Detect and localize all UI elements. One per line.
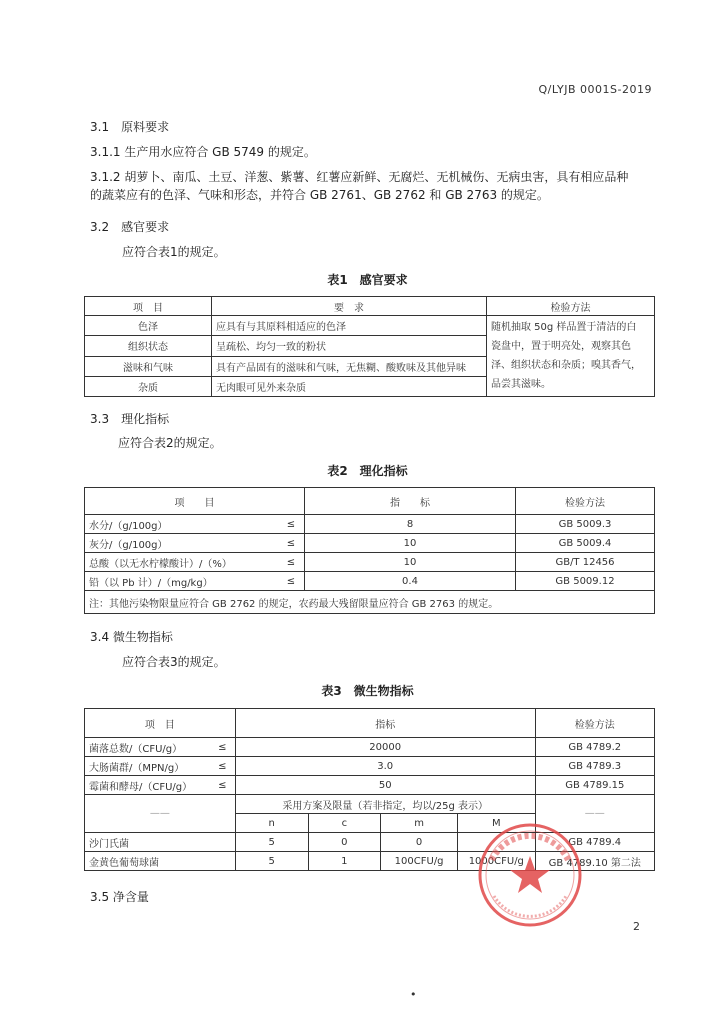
section-3-1-heading: 3.1 原料要求 <box>90 120 170 134</box>
table-header-cell: 项 目 <box>85 488 305 515</box>
table-header-cell: 检验方法 <box>487 297 655 316</box>
table1-caption: 表1 感官要求 <box>327 273 408 287</box>
table-cell: GB 5009.3 <box>516 515 655 534</box>
table-row <box>85 738 655 757</box>
table-cell: ≤ <box>278 515 305 534</box>
table-cell: GB 4789.4 <box>535 833 654 852</box>
table-header-cell: 检验方法 <box>516 488 655 515</box>
standard-code: Q/LYJB 0001S-2019 <box>538 83 652 96</box>
table-cell: GB/T 12456 <box>516 553 655 572</box>
table-row <box>85 795 655 814</box>
table-cell: GB 4789.10 第二法 <box>535 852 654 871</box>
section-3-1-2-line2: 的蔬菜应有的色泽、气味和形态，并符合 GB 2761、GB 2762 和 GB 2763 的规定。 <box>90 188 549 202</box>
table-cell: ≤ <box>210 757 236 776</box>
table-cell: 滋味和气味 <box>85 356 212 376</box>
table-header-cell: 项 目 <box>85 297 212 316</box>
table-row <box>85 572 655 591</box>
table-cell: 5 <box>235 852 308 871</box>
plan-header-cell: M <box>458 814 536 833</box>
page-number: 2 <box>633 920 640 933</box>
table-header-row <box>85 297 655 316</box>
method-line: 瓷盘中，置于明亮处，观察其色 <box>491 341 631 352</box>
table-note-row <box>85 591 655 614</box>
plan-header-cell: m <box>381 814 458 833</box>
table-cell: GB 5009.12 <box>516 572 655 591</box>
table-header-row <box>85 709 655 738</box>
table-cell: ≤ <box>210 738 236 757</box>
section-3-4-heading: 3.4 微生物指标 <box>90 630 173 644</box>
table-cell: 金黄色葡萄球菌 <box>85 852 236 871</box>
table-cell: 大肠菌群/（MPN/g） <box>85 757 210 776</box>
section-3-3-text: 应符合表2的规定。 <box>118 436 222 450</box>
table-cell: GB 4789.2 <box>535 738 654 757</box>
table-cell: GB 4789.3 <box>535 757 654 776</box>
table-header-cell: 检验方法 <box>535 709 654 738</box>
section-3-5-heading: 3.5 净含量 <box>90 890 149 904</box>
table-cell: 10 <box>305 534 516 553</box>
table-cell: 1 <box>308 852 381 871</box>
table-cell: 无肉眼可见外来杂质 <box>212 376 487 396</box>
table-cell: 0.4 <box>305 572 516 591</box>
table-cell: ≤ <box>210 776 236 795</box>
table-cell: ≤ <box>278 572 305 591</box>
table-header-cell: 项 目 <box>85 709 236 738</box>
table-header-row <box>85 488 655 515</box>
table-cell: 菌落总数/（CFU/g） <box>85 738 210 757</box>
company-seal <box>470 820 590 930</box>
table-header-cell: 指 标 <box>305 488 516 515</box>
sampling-plan-label: 采用方案及限量（若非指定，均以/25g 表示） <box>235 795 535 814</box>
method-line: 随机抽取 50g 样品置于清洁的白 <box>491 322 637 333</box>
section-3-1-2-line1: 3.1.2 胡萝卜、南瓜、土豆、洋葱、紫薯、红薯应新鲜、无腐烂、无机械伤、无病虫害，具有相应品种 <box>90 170 629 184</box>
table-cell: 组织状态 <box>85 336 212 356</box>
table-cell: 沙门氏菌 <box>85 833 236 852</box>
table-cell: ≤ <box>278 534 305 553</box>
table-cell: 水分/（g/100g） <box>85 515 279 534</box>
section-3-2-heading: 3.2 感官要求 <box>90 220 170 234</box>
table-cell: 杂质 <box>85 376 212 396</box>
table-cell: 霉菌和酵母/（CFU/g） <box>85 776 210 795</box>
table-cell: 呈疏松、均匀一致的粉状 <box>212 336 487 356</box>
table-cell: 应具有与其原料相适应的色泽 <box>212 316 487 336</box>
plan-header-cell: c <box>308 814 381 833</box>
section-3-1-1: 3.1.1 生产用水应符合 GB 5749 的规定。 <box>90 145 316 159</box>
table-row <box>85 553 655 572</box>
section-3-3-heading: 3.3 理化指标 <box>90 412 170 426</box>
plan-header-cell: n <box>235 814 308 833</box>
table-row <box>85 515 655 534</box>
table-cell: GB 5009.4 <box>516 534 655 553</box>
table-note: 注：其他污染物限量应符合 GB 2762 的规定，农药最大残留限量应符合 GB 2763 的规定。 <box>85 591 655 614</box>
seal-lettering-mark <box>494 896 566 916</box>
table-header-cell: 要 求 <box>212 297 487 316</box>
table-cell: —— <box>535 795 654 833</box>
table-cell: 10 <box>305 553 516 572</box>
method-line: 品尝其滋味。 <box>491 379 551 390</box>
table-cell: 具有产品固有的滋味和气味，无焦糊、酸败味及其他异味 <box>212 356 487 376</box>
method-line: 泽、组织状态和杂质；嗅其香气， <box>491 360 641 371</box>
table-cell: 0 <box>381 833 458 852</box>
table-cell: 1000CFU/g <box>458 852 536 871</box>
table-row <box>85 534 655 553</box>
table-cell: 3.0 <box>235 757 535 776</box>
table-cell: GB 4789.15 <box>535 776 654 795</box>
table-row <box>85 757 655 776</box>
physicochemical-table <box>84 487 655 614</box>
table-cell: 铅（以 Pb 计）/（mg/kg） <box>85 572 279 591</box>
seal-star-icon <box>510 856 550 893</box>
method-cell <box>487 316 655 397</box>
table-row <box>85 316 655 336</box>
page-mark: • <box>410 988 417 1001</box>
table-cell: 50 <box>235 776 535 795</box>
table-cell: 8 <box>305 515 516 534</box>
table-cell: 灰分/（g/100g） <box>85 534 279 553</box>
table-header-cell: 指标 <box>235 709 535 738</box>
table-cell: 0 <box>308 833 381 852</box>
table-cell: 5 <box>235 833 308 852</box>
table-cell: 色泽 <box>85 316 212 336</box>
section-3-4-text: 应符合表3的规定。 <box>122 655 226 669</box>
table-cell: ≤ <box>278 553 305 572</box>
table-cell: —— <box>85 795 236 833</box>
sensory-table <box>84 296 655 397</box>
table2-caption: 表2 理化指标 <box>327 464 408 478</box>
table-cell: 总酸（以无水柠檬酸计）/（%） <box>85 553 279 572</box>
table-cell: 20000 <box>235 738 535 757</box>
table-row <box>85 776 655 795</box>
section-3-2-text: 应符合表1的规定。 <box>122 245 226 259</box>
table3-caption: 表3 微生物指标 <box>321 684 414 698</box>
table-cell: 100CFU/g <box>381 852 458 871</box>
